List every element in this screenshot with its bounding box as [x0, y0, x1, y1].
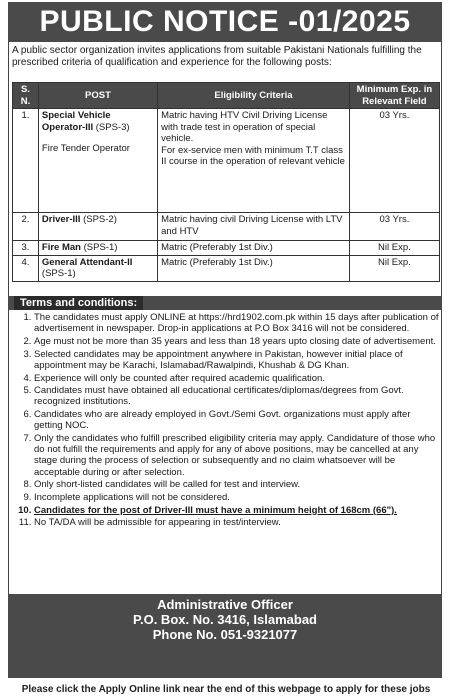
row-exp: Nil Exp. — [349, 241, 439, 256]
row-sn: 2. — [13, 213, 39, 241]
table-row — [13, 109, 440, 213]
row-post — [38, 213, 157, 241]
list-item: 6. Candidates who are already employed in Govt./Semi Govt. organizations must apply after getting NOC. — [34, 409, 440, 431]
post-name: Special Vehicle Operator-III — [41, 110, 111, 133]
row-eligibility — [158, 109, 350, 213]
list-item: 7. Only the candidates who fulfill prescribed eligibility criteria may apply. Candidature of those who do not fulfill the requirements and apply for any of above positions, may be cancelled at any stage during the process of selection or subsequently and no claim whatsoever will be acceptable during or after selection. — [34, 433, 440, 478]
list-item: 9. Incomplete applications will not be considered. — [34, 492, 440, 503]
list-item: 3. Selected candidates may be appointment anywhere in Pakistan, however initial place of appointment may be Karachi, Islamabad/Rawalpindi, Khushab & DG Khan. — [34, 349, 440, 371]
row-sn: 1. — [13, 109, 39, 213]
header-sn: S. N. — [13, 83, 39, 109]
row-eligibility: Matric (Preferably 1st Div.) — [158, 241, 350, 256]
row-exp: 03 Yrs. — [349, 109, 439, 213]
row-sn: 3. — [13, 241, 39, 256]
terms-list — [12, 312, 440, 530]
list-item: 4. Experience will only be counted after required academic qualification. — [34, 373, 440, 384]
list-item: 10. Candidates for the post of Driver-III must have a minimum height of 168cm (66"). — [34, 505, 440, 516]
row-eligibility: Matric having civil Driving License with LTV and HTV — [158, 213, 350, 241]
post-name: Fire Man — [41, 242, 81, 253]
eligibility-text: Matric having HTV Civil Driving License with trade test in operation of special vehicle. — [161, 110, 328, 144]
footer-address: P.O. Box. No. 3416, Islamabad — [132, 612, 317, 627]
notice-title: PUBLIC NOTICE -01/2025 — [8, 2, 442, 42]
list-item: 2. Age must not be more than 35 years and less than 18 years upto closing date of advertisement. — [34, 336, 440, 347]
post-sub: Fire Tender Operator — [41, 143, 130, 154]
post-sps: (SPS-2) — [83, 214, 117, 225]
row-post — [38, 255, 157, 281]
row-post — [38, 241, 157, 256]
row-exp: Nil Exp. — [349, 255, 439, 281]
post-sps: (SPS-1) — [83, 242, 118, 253]
row-eligibility: Matric (Preferably 1st Div.) — [158, 255, 350, 281]
terms-heading-bar — [8, 296, 442, 310]
list-item: 11. No TA/DA will be admissible for appearing in test/interview. — [34, 517, 440, 528]
contact-footer — [8, 594, 442, 678]
posts-table — [12, 82, 440, 282]
apply-online-note: Please click the Apply Online link near the end of this webpage to apply for these jobs — [0, 680, 452, 700]
footer-phone: Phone No. 051-9321077 — [152, 627, 298, 642]
terms-heading: Terms and conditions: — [14, 296, 143, 310]
eligibility-extra: For ex-service men with minimum T.T class II course in the operation of relevant vehicle — [161, 144, 345, 167]
post-name: General Attendant-II — [41, 256, 133, 268]
post-sps: (SPS-1) — [41, 268, 76, 279]
header-eligibility: Eligibility Criteria — [158, 83, 350, 109]
table-row — [13, 241, 440, 256]
footer-officer: Administrative Officer — [157, 597, 293, 612]
row-post — [38, 109, 157, 213]
row-exp: 03 Yrs. — [349, 213, 439, 241]
row-sn: 4. — [13, 255, 39, 281]
header-post: POST — [38, 83, 157, 109]
post-sps: (SPS-3) — [95, 121, 130, 133]
list-item: 5. Candidates must have obtained all educational certificates/diplomas/degrees from Govt. recognized institutions. — [34, 385, 440, 407]
table-row — [13, 213, 440, 241]
intro-text: A public sector organization invites applications from suitable Pakistani Nationals fulfilling the prescribed criteria of qualification and experience for the following posts: — [12, 45, 422, 68]
header-exp: Minimum Exp. in Relevant Field — [349, 83, 439, 109]
table-row — [13, 255, 440, 281]
list-item: 8. Only short-listed candidates will be called for test and interview. — [34, 479, 440, 490]
list-item: 1. The candidates must apply ONLINE at https://hrd1902.com.pk within 15 days after publication of advertisement in newspaper. Drop-in applications at P.O Box 3416 will not be considered. — [34, 312, 440, 334]
post-name: Driver-III — [41, 214, 81, 225]
table-header-row — [13, 83, 440, 109]
